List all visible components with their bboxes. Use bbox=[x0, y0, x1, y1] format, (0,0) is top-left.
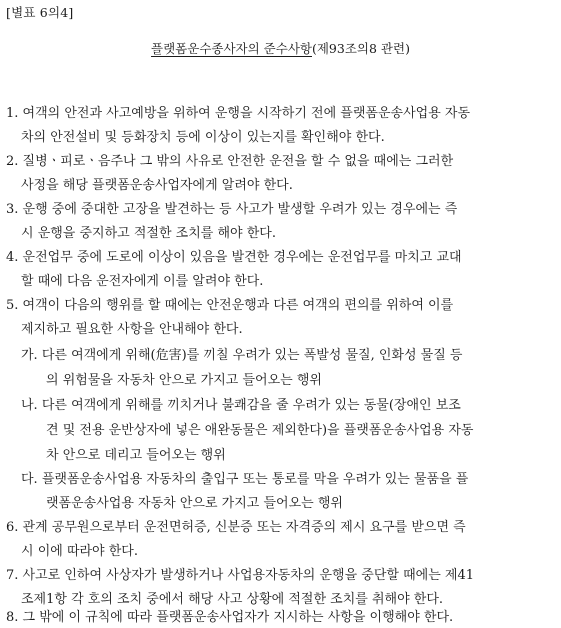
item-3-line-2: 시 운행을 중지하고 적절한 조치를 해야 한다. bbox=[21, 226, 276, 241]
item-2-line-1: 2. 질병ㆍ피로ㆍ음주나 그 밖의 사유로 안전한 운전을 할 수 없을 때에는 그러한 bbox=[6, 154, 454, 169]
title-main: 플랫폼운수종사자의 준수사항 bbox=[151, 41, 312, 56]
subitem-na-line-1: 나. 다른 여객에게 위해를 끼치거나 불쾌감을 줄 우려가 있는 동물(장애인 보조 bbox=[21, 398, 461, 413]
document-title bbox=[0, 39, 561, 57]
item-4-line-1: 4. 운전업무 중에 도로에 이상이 있음을 발견한 경우에는 운전업무를 마치고 교대 bbox=[6, 250, 462, 265]
item-3-line-1: 3. 운행 중에 중대한 고장을 발견하는 등 사고가 발생할 우려가 있는 경우에는 즉 bbox=[6, 202, 458, 217]
item-5-line-1: 5. 여객이 다음의 행위를 할 때에는 안전운행과 다른 여객의 편의를 위하여 이를 bbox=[6, 298, 454, 313]
item-7-line-2: 조제1항 각 호의 조치 중에서 해당 사고 상황에 적절한 조치를 취해야 한다. bbox=[21, 592, 444, 607]
subitem-da-line-1: 다. 플랫폼운송사업용 자동차의 출입구 또는 통로를 막을 우려가 있는 물품을 플 bbox=[21, 472, 469, 487]
item-1-line-2: 차의 안전설비 및 등화장치 등에 이상이 있는지를 확인해야 한다. bbox=[21, 130, 385, 145]
item-7-line-1: 7. 사고로 인하여 사상자가 발생하거나 사업용자동차의 운행을 중단할 때에는 제41 bbox=[6, 568, 474, 583]
subitem-ga-line-1: 가. 다른 여객에게 위해(危害)를 끼칠 우려가 있는 폭발성 물질, 인화성 물질 등 bbox=[21, 348, 463, 363]
annex-label: [별표 6의4] bbox=[6, 5, 74, 20]
subitem-ga-line-2: 의 위험물을 자동차 안으로 가지고 들어오는 행위 bbox=[46, 373, 322, 388]
item-6-line-1: 6. 관계 공무원으로부터 운전면허증, 신분증 또는 자격증의 제시 요구를 받으면 즉 bbox=[6, 520, 466, 535]
title-reference: (제93조의8 관련) bbox=[311, 41, 410, 56]
subitem-da-line-2: 랫폼운송사업용 자동차 안으로 가지고 들어오는 행위 bbox=[46, 496, 343, 511]
item-6-line-2: 시 이에 따라야 한다. bbox=[21, 544, 138, 559]
item-4-line-2: 할 때에 다음 운전자에게 이를 알려야 한다. bbox=[21, 274, 264, 289]
item-2-line-2: 사정을 해당 플랫폼운송사업자에게 알려야 한다. bbox=[21, 178, 293, 193]
subitem-na-line-3: 차 안으로 데리고 들어오는 행위 bbox=[46, 448, 226, 463]
subitem-na-line-2: 견 및 전용 운반상자에 넣은 애완동물은 제외한다)을 플랫폼운송사업용 자동 bbox=[46, 423, 474, 438]
item-5-line-2: 제지하고 필요한 사항을 안내해야 한다. bbox=[21, 322, 243, 337]
item-1-line-1: 1. 여객의 안전과 사고예방을 위하여 운행을 시작하기 전에 플랫폼운송사업용 자동 bbox=[6, 106, 471, 121]
item-8-line-1: 8. 그 밖에 이 규칙에 따라 플랫폼운송사업자가 지시하는 사항을 이행해야 한다. bbox=[6, 610, 454, 625]
